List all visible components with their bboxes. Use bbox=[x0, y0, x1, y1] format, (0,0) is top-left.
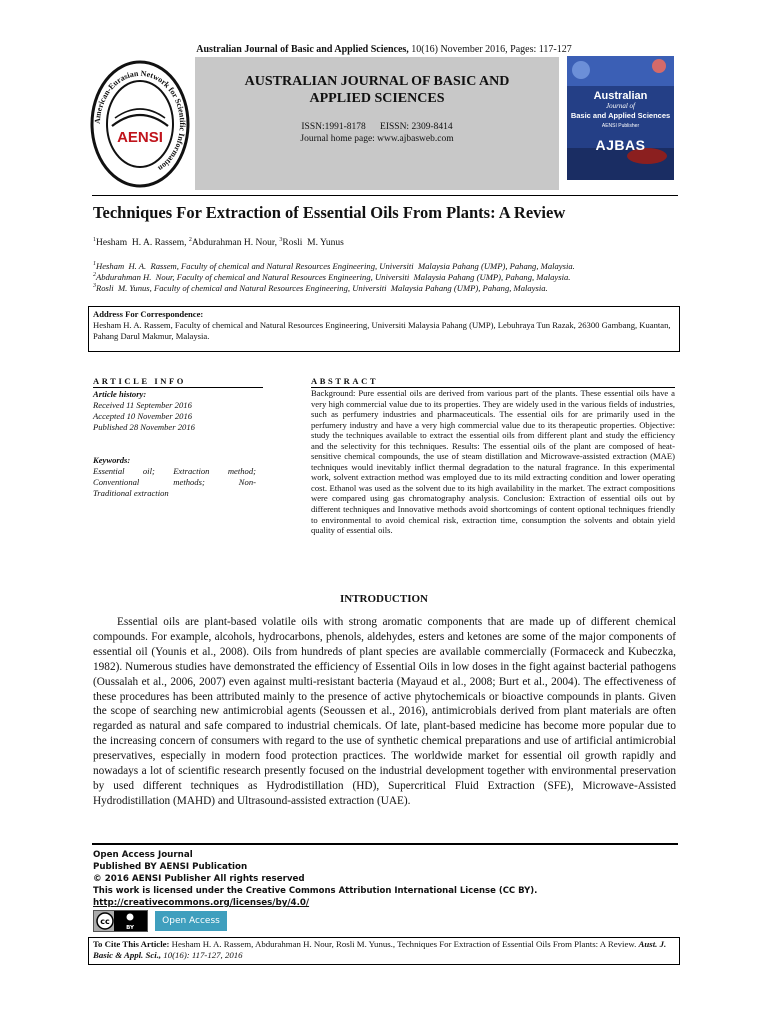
license-statement: This work is licensed under the Creative Commons Attribution International License (CC BY). bbox=[93, 886, 538, 896]
open-access-journal: Open Access Journal bbox=[93, 850, 193, 860]
journal-cover-image bbox=[567, 56, 674, 180]
banner-title-line2: APPLIED SCIENCES bbox=[309, 91, 445, 106]
author-list bbox=[93, 238, 344, 248]
cover-line1: Australian bbox=[593, 90, 648, 102]
keywords-line3: Traditional extraction bbox=[93, 488, 169, 498]
aensi-logo bbox=[90, 60, 190, 188]
affiliation-3 bbox=[93, 283, 683, 294]
citation-pages: 10(16): 117-127, 2016 bbox=[161, 950, 243, 960]
abstract-heading: ABSTRACT bbox=[311, 376, 379, 386]
affiliation-2-sup: 2 bbox=[93, 272, 96, 279]
cover-line2: Journal of bbox=[606, 102, 635, 110]
article-title: Techniques For Extraction of Essential Oils From Plants: A Review bbox=[93, 203, 566, 222]
published-by: Published BY AENSI Publication bbox=[93, 862, 248, 872]
citation-text: Hesham H. A. Rassem, Abdurahman H. Nour, Rosli M. Yunus., Techniques For Extraction of Essential Oils From Plants: A Review. bbox=[169, 939, 639, 949]
footer-rule bbox=[92, 843, 678, 845]
citation-box bbox=[88, 937, 680, 965]
logo-center-text: AENSI bbox=[117, 129, 163, 146]
header-rule bbox=[92, 195, 678, 196]
affiliation-1 bbox=[93, 261, 683, 272]
open-access-badge[interactable]: Open Access bbox=[155, 911, 227, 931]
history-received: Received 11 September 2016 bbox=[93, 400, 192, 410]
keywords-label: Keywords: bbox=[93, 455, 131, 465]
keywords-line1: Essential oil; Extraction method; bbox=[93, 466, 256, 476]
article-info-rule bbox=[93, 387, 263, 388]
affiliation-1-text: Hesham H. A. Rassem, Faculty of chemical and Natural Resources Engineering, Universiti Malaysia Pahang (UMP), Pahang, Malaysia. bbox=[96, 261, 575, 271]
affiliations bbox=[93, 261, 683, 294]
running-head-details: 10(16) November 2016, Pages: 117-127 bbox=[408, 44, 572, 55]
affiliation-3-text: Rosli M. Yunus, Faculty of chemical and Natural Resources Engineering, Universiti Malaysia Pahang (UMP), Pahang, Malaysia. bbox=[96, 283, 548, 293]
cc-label: cc bbox=[100, 917, 110, 926]
author-1-sup: 1 bbox=[93, 236, 96, 243]
affiliation-1-sup: 1 bbox=[93, 261, 96, 268]
by-person-icon bbox=[127, 914, 134, 921]
keywords bbox=[93, 455, 256, 499]
history-label: Article history: bbox=[93, 389, 147, 399]
author-3: Rosli M. Yunus bbox=[282, 238, 344, 248]
abstract-text: Background: Pure essential oils are derived from various part of the plants. These essential oils have a very high commercial value due to its properties. They are widely used in the various fields of industries, such as perfumery industries and pharmaceuticals. The essential oils for are primarily used in the perfumery industry and have a very high commercial value due to its therapeutic properties. Objective: study the techniques available to extract the essential oils from different plant and study the efficiency and the selectivity for this techniques. Results: The essential oils of the plant are composed of heat-sensitive chemical compounds, the use of steam distillation and Microwave-assisted extraction (MAE) techniques would inevitably inflict thermal degradation to the natural fragrance. In this experimental work, solvent extraction method was employed due to its mild extracting condition and lower operating cost. Ethanol was used as the solvent due to its high availability in the market. The extract compositions were compared using gas chromatography analysis. Conclusion: Extraction of essential oils out by different techniques and Innovative methods avoid shortcomings of content optional techniques friendly to environmental to avoid chemical risk, extraction time, consumption the solvents and obtain yield quality of essential oils. bbox=[311, 388, 675, 536]
journal-banner bbox=[195, 57, 559, 190]
history-accepted: Accepted 10 November 2016 bbox=[93, 411, 193, 421]
introduction-heading: INTRODUCTION bbox=[339, 593, 428, 605]
citation-label: To Cite This Article: bbox=[93, 939, 170, 949]
cover-line4: AENSI Publisher bbox=[601, 123, 640, 129]
banner-homepage: Journal home page: www.ajbasweb.com bbox=[300, 134, 454, 144]
cover-line5: AJBAS bbox=[595, 137, 646, 153]
article-history bbox=[93, 389, 263, 433]
by-label: BY bbox=[126, 925, 134, 931]
running-head bbox=[0, 44, 768, 55]
cc-by-badge[interactable] bbox=[93, 910, 148, 932]
author-3-sup: 3 bbox=[279, 236, 283, 243]
license-link[interactable]: http://creativecommons.org/licenses/by/4.0/ bbox=[93, 898, 310, 908]
correspondence-label: Address For Correspondence: bbox=[93, 309, 204, 319]
banner-title bbox=[195, 73, 559, 107]
author-2: Abdurahman H. Nour, bbox=[191, 238, 280, 248]
affiliation-2 bbox=[93, 272, 683, 283]
banner-meta bbox=[195, 121, 559, 145]
citation-journal: Aust. J. Basic & Appl. Sci., bbox=[93, 939, 667, 960]
history-published: Published 28 November 2016 bbox=[93, 422, 195, 432]
correspondence-text: Hesham H. A. Rassem, Faculty of chemical and Natural Resources Engineering, Universiti Malaysia Pahang (UMP), Lebuhraya Tun Razak, 26300 Gambang, Kuantan, Pahang Darul Makmur, Malaysia. bbox=[93, 320, 671, 341]
introduction-text: Essential oils are plant-based volatile oils with strong aromatic components that are made up of different chemical compounds. For example, alcohols, hydrocarbons, phenols, aldehydes, esters and ketones are some of the major components of essential oil (Younis et al., 2008). Oils from hundreds of plant species are available commercially (Formaceck and Kubeczka, 1982). Numerous studies have demonstrated the efficiency of Essential Oils in low doses in the fight against bacterial pathogens (Oussalah et al., 2006, 2007) even against multi-resistant bacteria (Mayaud et al., 2008; Burt et al., 2004). The effectiveness of these procedures has been attributed mainly to the presence of active phytochemicals or bioactive compounds in plants. Given the scope of searching new antimicrobial agents (Seoussen et al., 2016), antimicrobials derived from plant materials are often regarded as natural and safe compared to industrial chemicals. Of late, plant-based medicine has become more popular due to the increasing concern of consumers with regard to the use of synthetic chemical preparations and use of artificial antimicrobial preservatives, especially in modern food protection practices. The worldwide market for essential oil growth rapidly and nowadays a lot of scientific research presently focused on the industrial development together with environmental preservation by used different techniques as Hydrodistillation (HD), Supercritical Fluid Extraction (SFE), Microwave-Assisted Hydrodistillation (MAHD) and Ultrasound-assisted extraction (UAE). bbox=[93, 616, 676, 807]
keywords-line2: Conventional methods; Non- bbox=[93, 477, 256, 487]
affiliation-3-sup: 3 bbox=[93, 283, 96, 290]
cover-line3: Basic and Applied Sciences bbox=[570, 111, 671, 120]
banner-title-line1: AUSTRALIAN JOURNAL OF BASIC AND bbox=[244, 74, 510, 89]
banner-issn: ISSN:1991-8178 EISSN: 2309-8414 bbox=[301, 122, 453, 132]
article-info-heading: ARTICLE INFO bbox=[93, 376, 187, 386]
copyright: © 2016 AENSI Publisher All rights reserved bbox=[93, 874, 305, 884]
logo-ring-text: American-Eurasian Network for Scientific Information bbox=[92, 68, 188, 174]
license-block bbox=[93, 849, 537, 909]
affiliation-2-text: Abdurahman H. Nour, Faculty of chemical and Natural Resources Engineering, Universiti Malaysia Pahang (UMP), Pahang, Malaysia. bbox=[96, 272, 571, 282]
author-2-sup: 2 bbox=[188, 236, 192, 243]
correspondence-box bbox=[88, 306, 680, 352]
running-head-journal: Australian Journal of Basic and Applied Sciences, bbox=[196, 44, 409, 55]
author-1: Hesham H. A. Rassem, bbox=[96, 238, 189, 248]
